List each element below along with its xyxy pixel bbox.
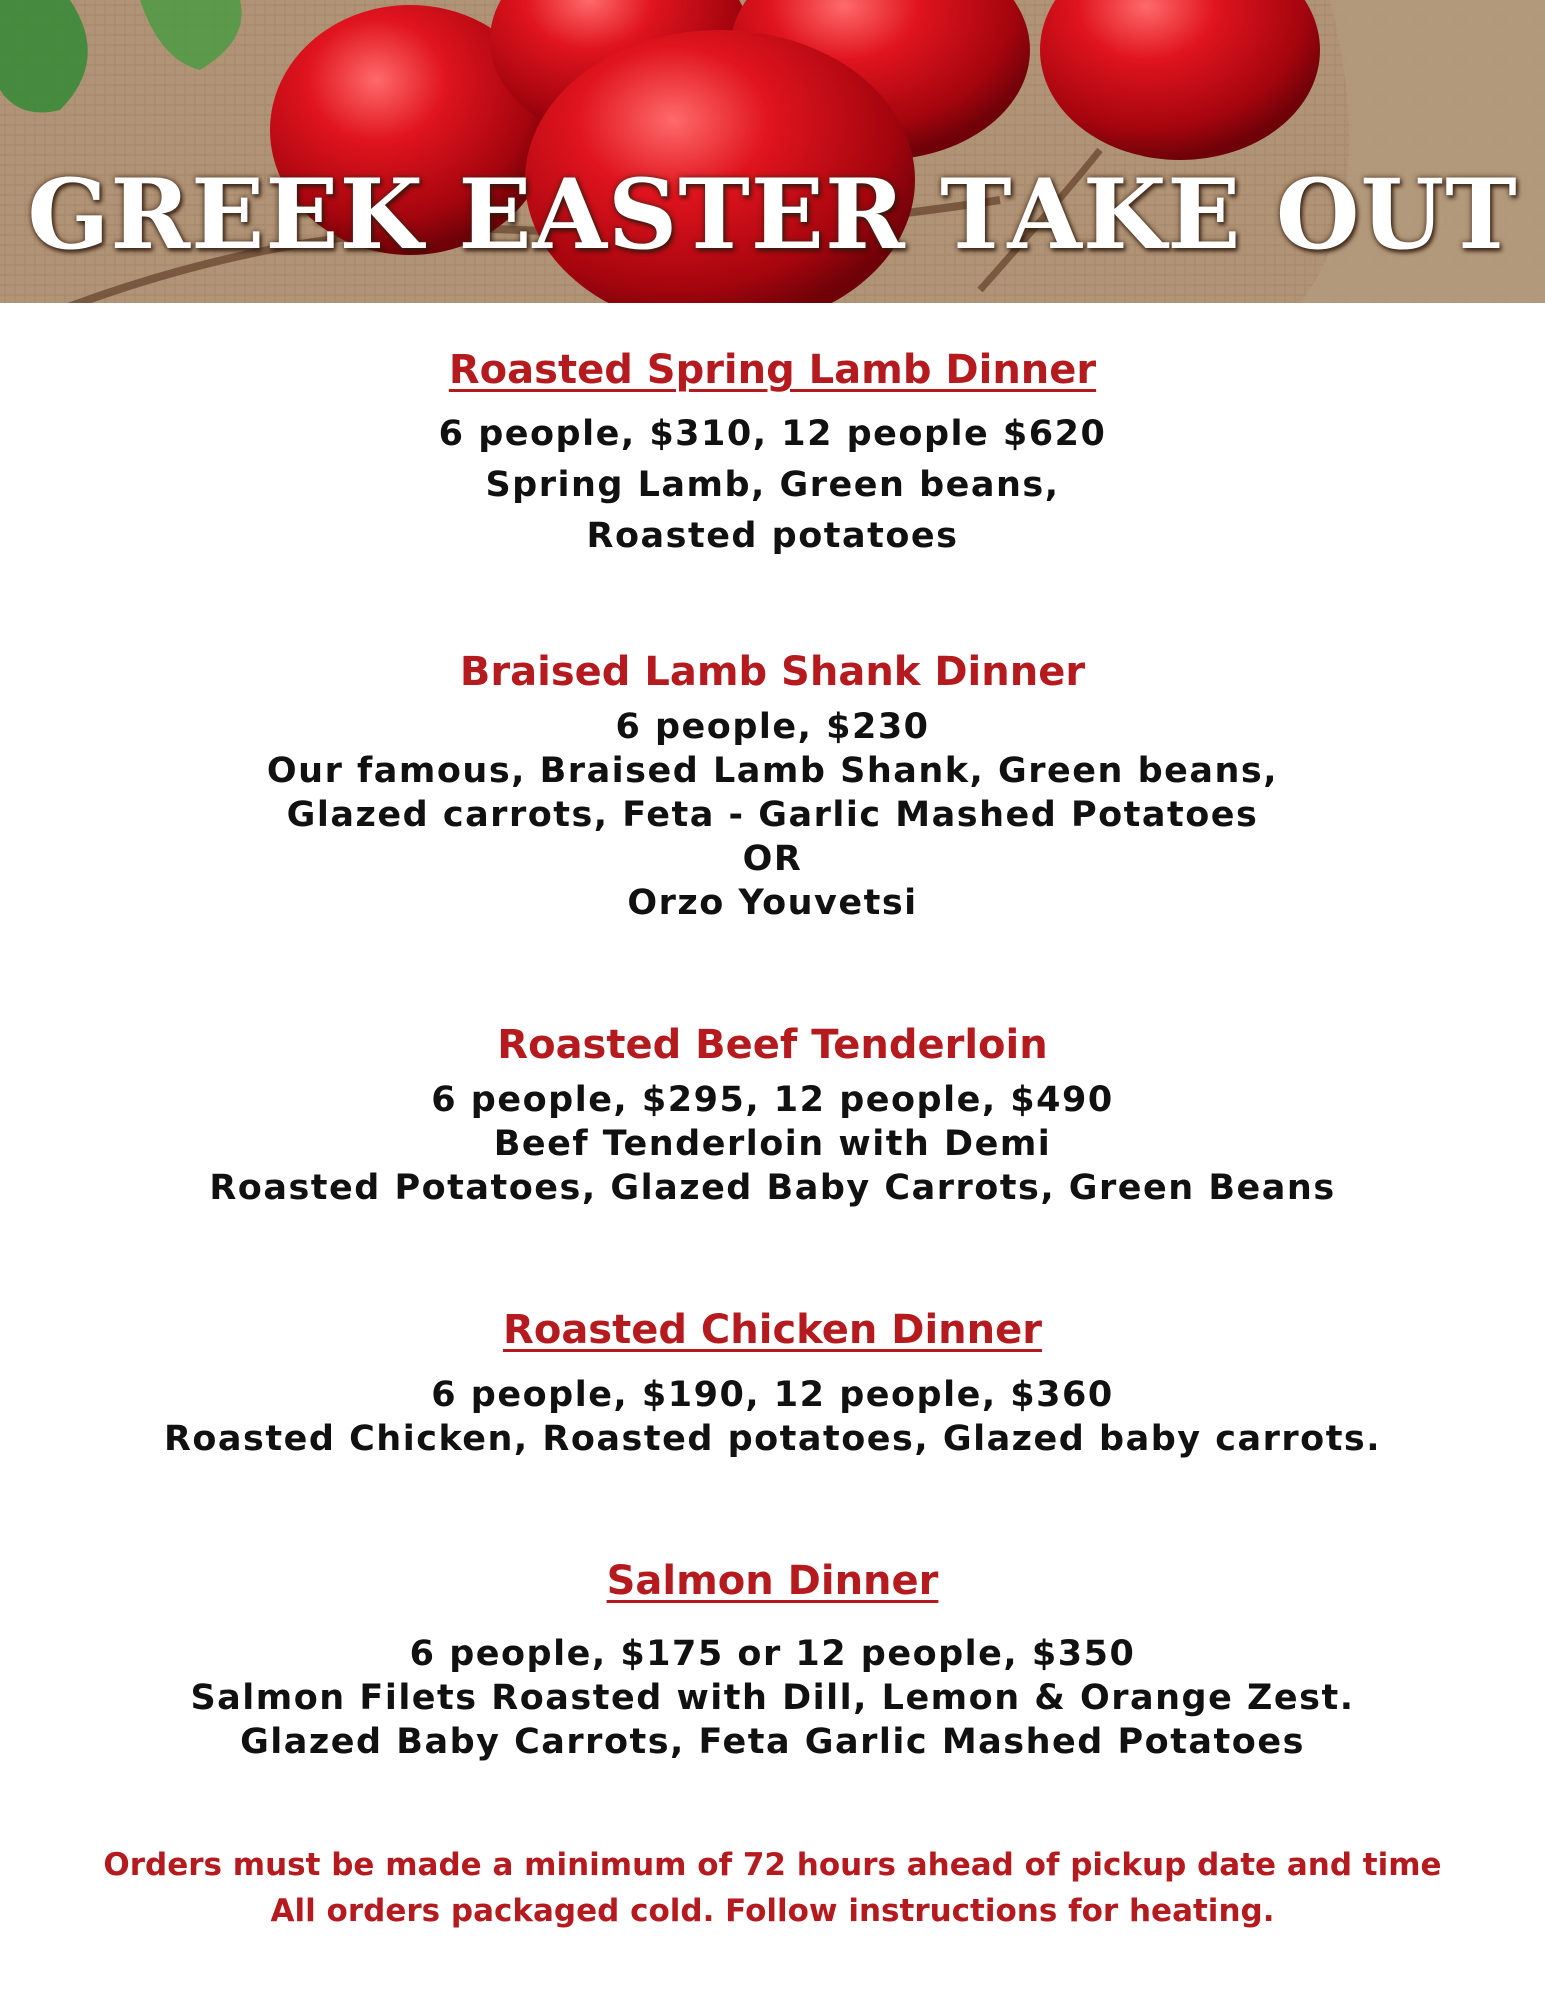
order-note: Orders must be made a minimum of 72 hours ahead of pickup date and time xyxy=(103,1847,1442,1883)
menu-item-line: Glazed carrots, Feta - Garlic Mashed Potatoes xyxy=(286,795,1259,835)
menu-item-line: Glazed Baby Carrots, Feta Garlic Mashed Potatoes xyxy=(240,1722,1305,1762)
menu-item-heading: Salmon Dinner xyxy=(606,1558,939,1604)
menu-item-line: Roasted potatoes xyxy=(586,516,959,556)
order-notes xyxy=(0,1842,1545,1934)
menu-item-line: Our famous, Braised Lamb Shank, Green beans, xyxy=(266,751,1279,791)
menu-item-beef-tenderloin xyxy=(0,1020,1545,1210)
menu-item-heading: Braised Lamb Shank Dinner xyxy=(459,649,1086,695)
menu-item-lamb-shank xyxy=(0,647,1545,925)
menu-item-line: 6 people, $190, 12 people, $360 xyxy=(431,1375,1114,1415)
menu-item-heading: Roasted Beef Tenderloin xyxy=(497,1022,1048,1068)
menu-item-details xyxy=(0,705,1545,925)
page-title: GREEK EASTER TAKE OUT xyxy=(27,158,1518,271)
menu-item-details xyxy=(0,409,1545,562)
header-banner xyxy=(0,0,1545,303)
menu-item-details xyxy=(0,1632,1545,1764)
menu-item-line: 6 people, $295, 12 people, $490 xyxy=(431,1080,1114,1120)
menu-item-heading: Roasted Chicken Dinner xyxy=(503,1307,1042,1353)
menu-item-line: Beef Tenderloin with Demi xyxy=(493,1124,1052,1164)
menu-item-line: 6 people, $175 or 12 people, $350 xyxy=(409,1634,1136,1674)
menu-item-line: Roasted Potatoes, Glazed Baby Carrots, Green Beans xyxy=(209,1168,1336,1208)
menu-item-line: Salmon Filets Roasted with Dill, Lemon & Orange Zest. xyxy=(190,1678,1355,1718)
menu-item-line: Roasted Chicken, Roasted potatoes, Glazed baby carrots. xyxy=(163,1419,1382,1459)
menu-item-line: 6 people, $310, 12 people $620 xyxy=(438,414,1107,454)
menu-item-salmon xyxy=(0,1556,1545,1764)
menu-item-details xyxy=(0,1078,1545,1210)
menu-item-heading: Roasted Spring Lamb Dinner xyxy=(448,347,1097,393)
menu-item-line: OR xyxy=(742,839,803,879)
menu-item-chicken xyxy=(0,1305,1545,1461)
menu-item-details xyxy=(0,1373,1545,1461)
menu-item-line: 6 people, $230 xyxy=(615,707,930,747)
menu-item-line: Orzo Youvetsi xyxy=(627,883,918,923)
menu-item-spring-lamb xyxy=(0,345,1545,562)
order-note: All orders packaged cold. Follow instructions for heating. xyxy=(270,1893,1275,1929)
menu-item-line: Spring Lamb, Green beans, xyxy=(485,465,1060,505)
